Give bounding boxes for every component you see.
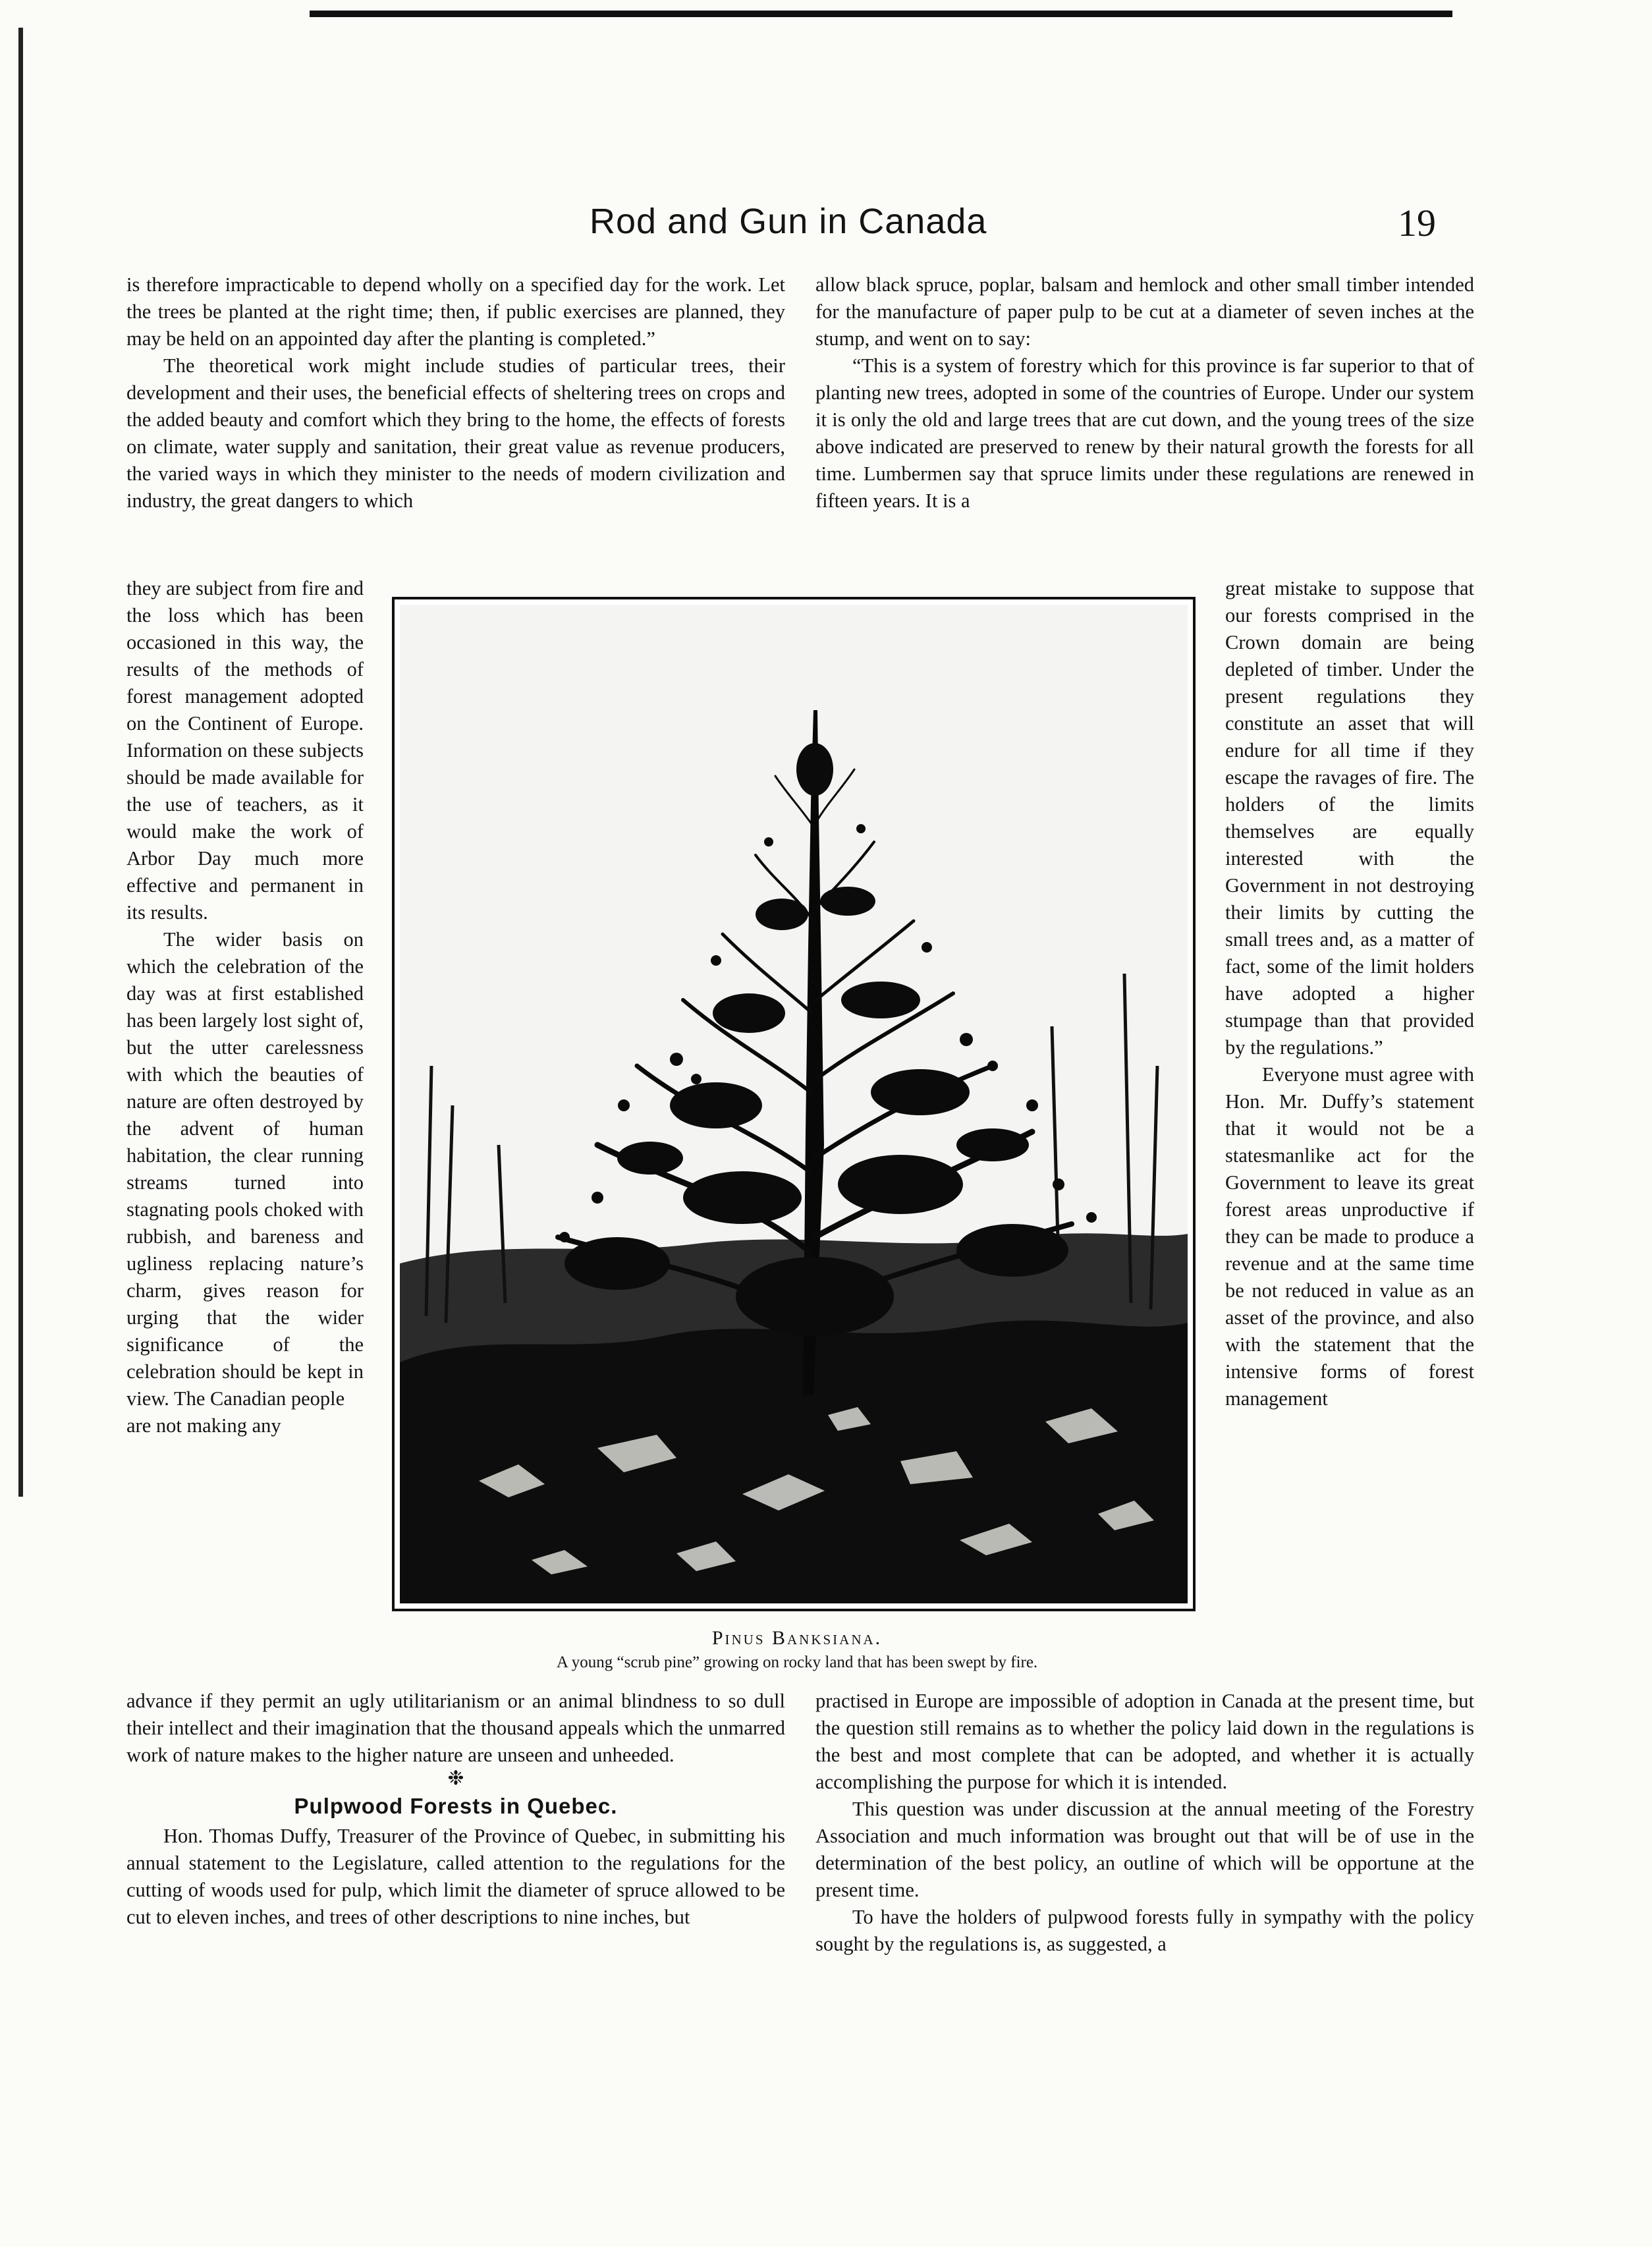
paragraph-line: are not making any — [126, 1414, 281, 1437]
pine-tree-photograph — [400, 605, 1188, 1603]
paragraph: is therefore impracticable to depend wholly on a specified day for the work. Let the trees be planted at the right time; then, if public exercises are planned, they may be held on an appointed day after the planting is completed.” — [126, 273, 785, 350]
paragraph: great mistake to suppose that our forests comprised in the Crown domain are being depleted of timber. Under the present regulations they constitute an asset that will endure for all time if they escape the ravages of fire. The holders of the limits themselves are equally interested with the Government in not destroying their limits by cutting the small trees and, as a matter of fact, some of the limit holders have adopted a higher stumpage than that provided by the regulations.” — [1225, 577, 1474, 1059]
figure-caption: A young “scrub pine” growing on rocky land that has been swept by fire. — [556, 1653, 1038, 1671]
paragraph: allow black spruce, poplar, balsam and hemlock and other small timber intended for the manufacture of paper pulp to be cut at a diameter of seven inches at the stump, and went on to say: — [815, 273, 1474, 350]
right-column-bottom — [815, 1688, 1474, 1958]
left-margin-rule — [18, 28, 23, 1497]
right-column-narrow — [1225, 575, 1474, 1412]
running-title: Rod and Gun in Canada — [590, 202, 987, 241]
separator-ornament: ❉ — [447, 1767, 464, 1789]
paragraph: Hon. Thomas Duffy, Treasurer of the Province of Quebec, in submitting his annual statement to the Legislature, called attention to the regulations for the cutting of woods used for pulp, which limit the diameter of spruce allowed to be cut to eleven inches, and trees of other descriptions to nine inches, but — [126, 1825, 785, 1928]
paragraph: advance if they permit an ugly utilitarianism or an animal blindness to so dull their intellect and their imagination that the thousand appeals which the unmarred work of nature makes to the higher nature are unseen and unheeded. — [126, 1690, 785, 1766]
left-column-bottom — [126, 1688, 785, 1931]
photograph-frame — [392, 597, 1196, 1611]
paragraph: To have the holders of pulpwood forests fully in sympathy with the policy sought by the regulations is, as suggested, a — [815, 1906, 1474, 1955]
paragraph: “This is a system of forestry which for this province is far superior to that of planting new trees, adopted in some of the countries of Europe. Under our system it is only the old and large trees that are cut down, and the young trees of the size above indicated are preserved to renew by their natural growth the forests for all time. Lumbermen say that spruce limits under these regulations are renewed in fifteen years. It is a — [815, 354, 1474, 512]
paragraph: practised in Europe are impossible of adoption in Canada at the present time, but the question still remains as to whether the policy laid down in the regulations is the best and most complete that can be adopted, and whether it is actually accomplishing the purpose for which it is intended. — [815, 1690, 1474, 1793]
figure-title: Pinus Banksiana. — [711, 1627, 883, 1649]
paragraph: This question was under discussion at the annual meeting of the Forestry Association and much information was brought out that will be of use in the determination of the best policy, an outline of which will be opportune at the present time. — [815, 1798, 1474, 1901]
section-heading: Pulpwood Forests in Quebec. — [294, 1794, 618, 1818]
page-number: 19 — [1398, 202, 1436, 244]
left-column-narrow — [126, 575, 364, 1439]
left-column-top — [126, 271, 785, 514]
right-column-top — [815, 271, 1474, 514]
paragraph: The theoretical work might include studies of particular trees, their development and their uses, the beneficial effects of sheltering trees on crops and the added beauty and comfort which they bring to the home, the effects of forests on climate, water supply and sanitation, their great value as revenue producers, the varied ways in which they minister to the needs of modern civilization and industry, the great dangers to which — [126, 354, 785, 512]
top-rule — [310, 11, 1452, 17]
paragraph: Everyone must agree with Hon. Mr. Duffy’s statement that it would not be a statesmanlike act for the Government to leave its great forest areas unproductive if they can be made to produce a revenue and at the same time be not reduced in value as an asset of the province, and also with the statement that the intensive forms of forest management — [1225, 1063, 1474, 1410]
paragraph: they are subject from fire and the loss which has been occasioned in this way, the results of the methods of forest management adopted on the Continent of Europe. Information on these subjects should be made available for the use of teachers, as it would make the work of Arbor Day much more effective and permanent in its results. — [126, 577, 364, 924]
paragraph: The wider basis on which the celebration of the day was at first established has been largely lost sight of, but the utter carelessness with which the beauties of nature are often destroyed by the advent of human habitation, the clear running streams turned into stagnating pools choked with rubbish, and bareness and ugliness replacing nature’s charm, gives reason for urging that the wider significance of the celebration should be kept in view. The Canadian people — [126, 928, 364, 1410]
